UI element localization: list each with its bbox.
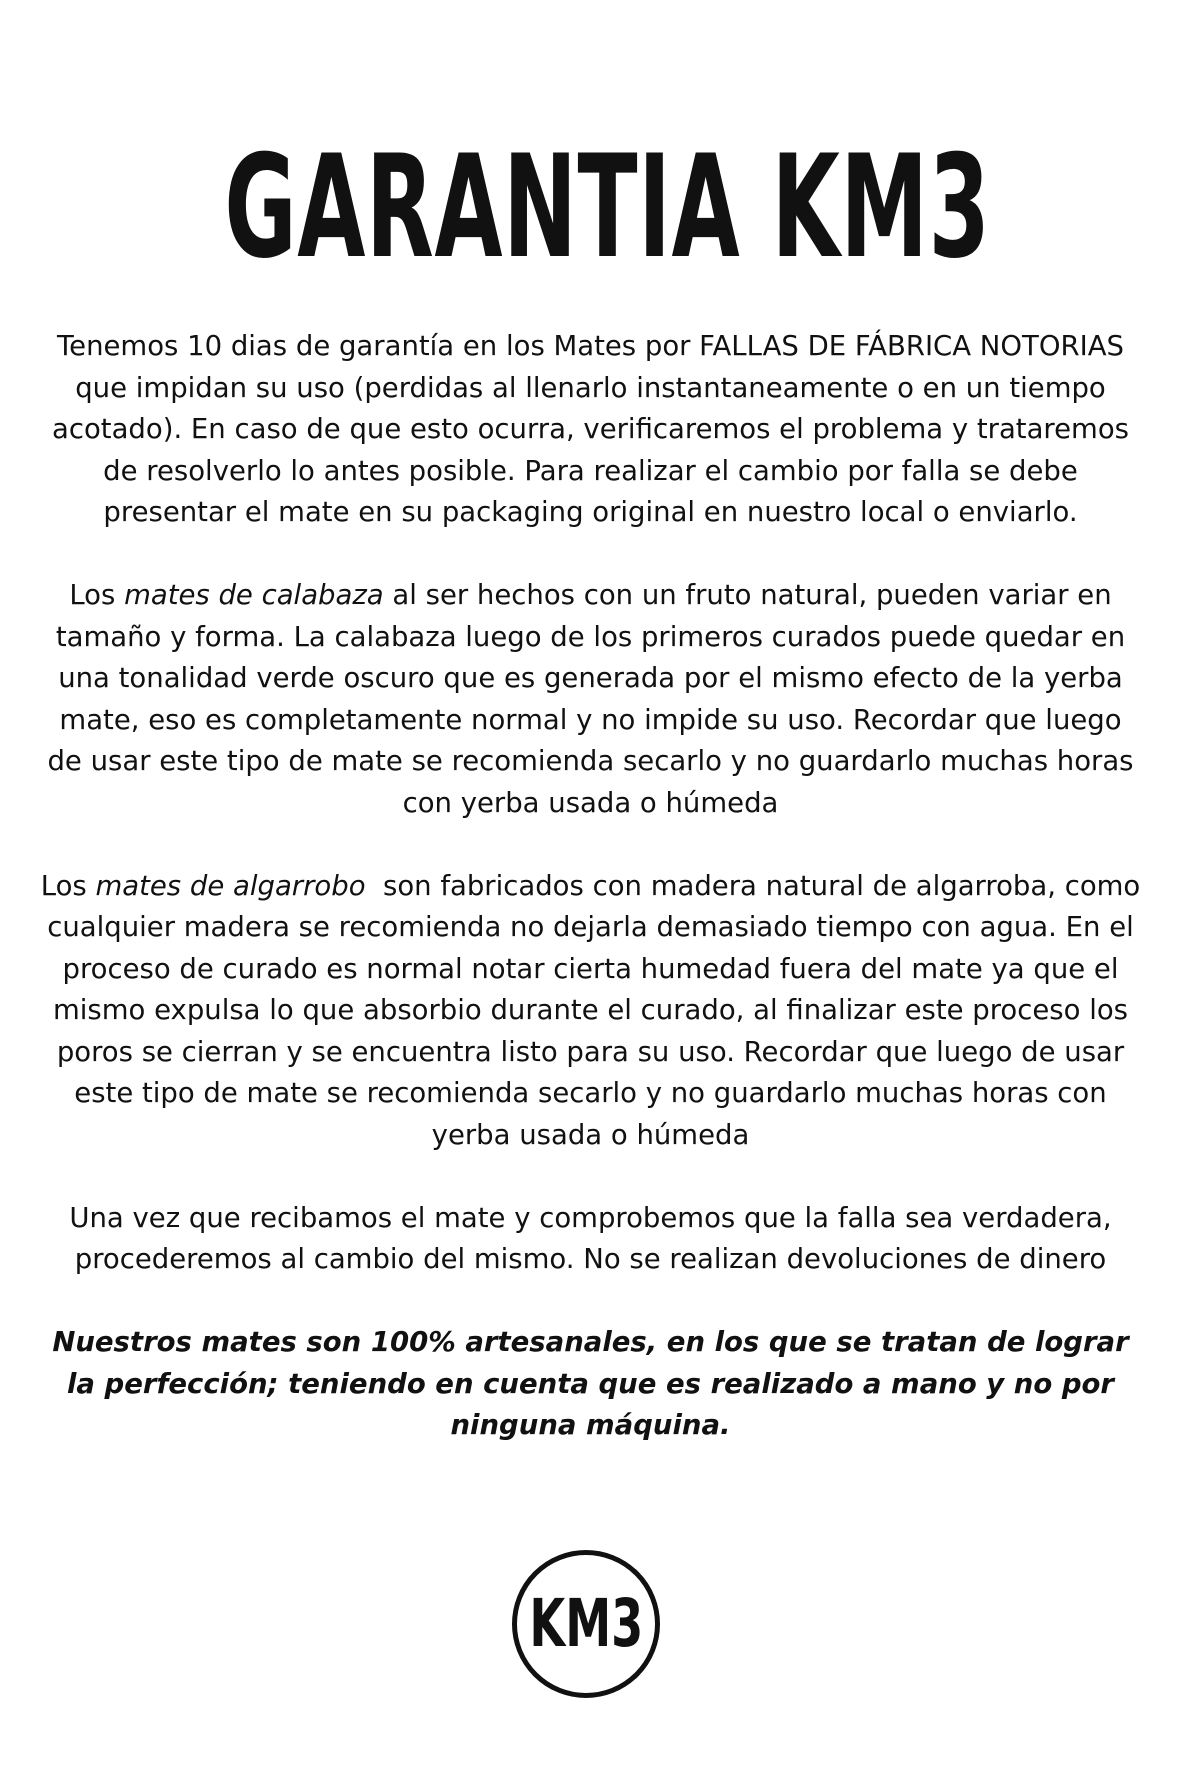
calabaza-emphasis: mates de calabaza xyxy=(124,579,384,611)
closing-statement: Nuestros mates son 100% artesanales, en los que se tratan de lograr la perfección; teniendo en cuenta que es realizado a mano y no por ninguna máquina. xyxy=(52,1326,1129,1441)
km3-logo xyxy=(512,1550,660,1698)
algarrobo-text: son fabricados con madera natural de algarroba, como cualquier madera se recomienda no dejarla demasiado tiempo con agua. En el proceso de curado es normal notar cierta humedad fuera del mate ya que el mismo expulsa lo que absorbio durante el curado, al finalizar este proceso los poros se cierran y se encuentra listo para su uso. Recordar que luego de usar este tipo de mate se recomienda secarlo y no guardarlo muchas horas con yerba usada o húmeda xyxy=(47,869,1150,1151)
warranty-content xyxy=(40,326,1150,1447)
algarrobo-paragraph xyxy=(40,866,1150,1157)
page-title: GARANTIA KM3 xyxy=(224,125,991,290)
logo-text: KM3 xyxy=(529,1585,643,1662)
exchange-paragraph: Una vez que recibamos el mate y comprobemos que la falla sea verdadera, procederemos al cambio del mismo. No se realizan devoluciones de dinero xyxy=(69,1201,1112,1275)
calabaza-paragraph xyxy=(40,575,1141,824)
calabaza-text: al ser hechos con un fruto natural, pueden variar en tamaño y forma. La calabaza luego de los primeros curados puede quedar en una tonalidad verde oscuro que es generada por el mismo efecto de la yerba mate, eso es completamente normal y no impide su uso. Recordar que luego de usar este tipo de mate se recomienda secarlo y no guardarlo muchas horas con yerba usada o húmeda xyxy=(47,579,1134,819)
calabaza-lead: Los xyxy=(69,579,125,611)
warranty-paragraph: Tenemos 10 dias de garantía en los Mates por FALLAS DE FÁBRICA NOTORIAS que impidan su uso (perdidas al llenarlo instantaneamente o en un tiempo acotado). En caso de que esto ocurra, verificaremos el problema y trataremos de resolverlo lo antes posible. Para realizar el cambio por falla se debe presentar el mate en su packaging original en nuestro local o enviarlo. xyxy=(52,330,1129,528)
algarrobo-emphasis: mates de algarrobo xyxy=(95,869,366,902)
algarrobo-lead: Los xyxy=(40,869,96,902)
